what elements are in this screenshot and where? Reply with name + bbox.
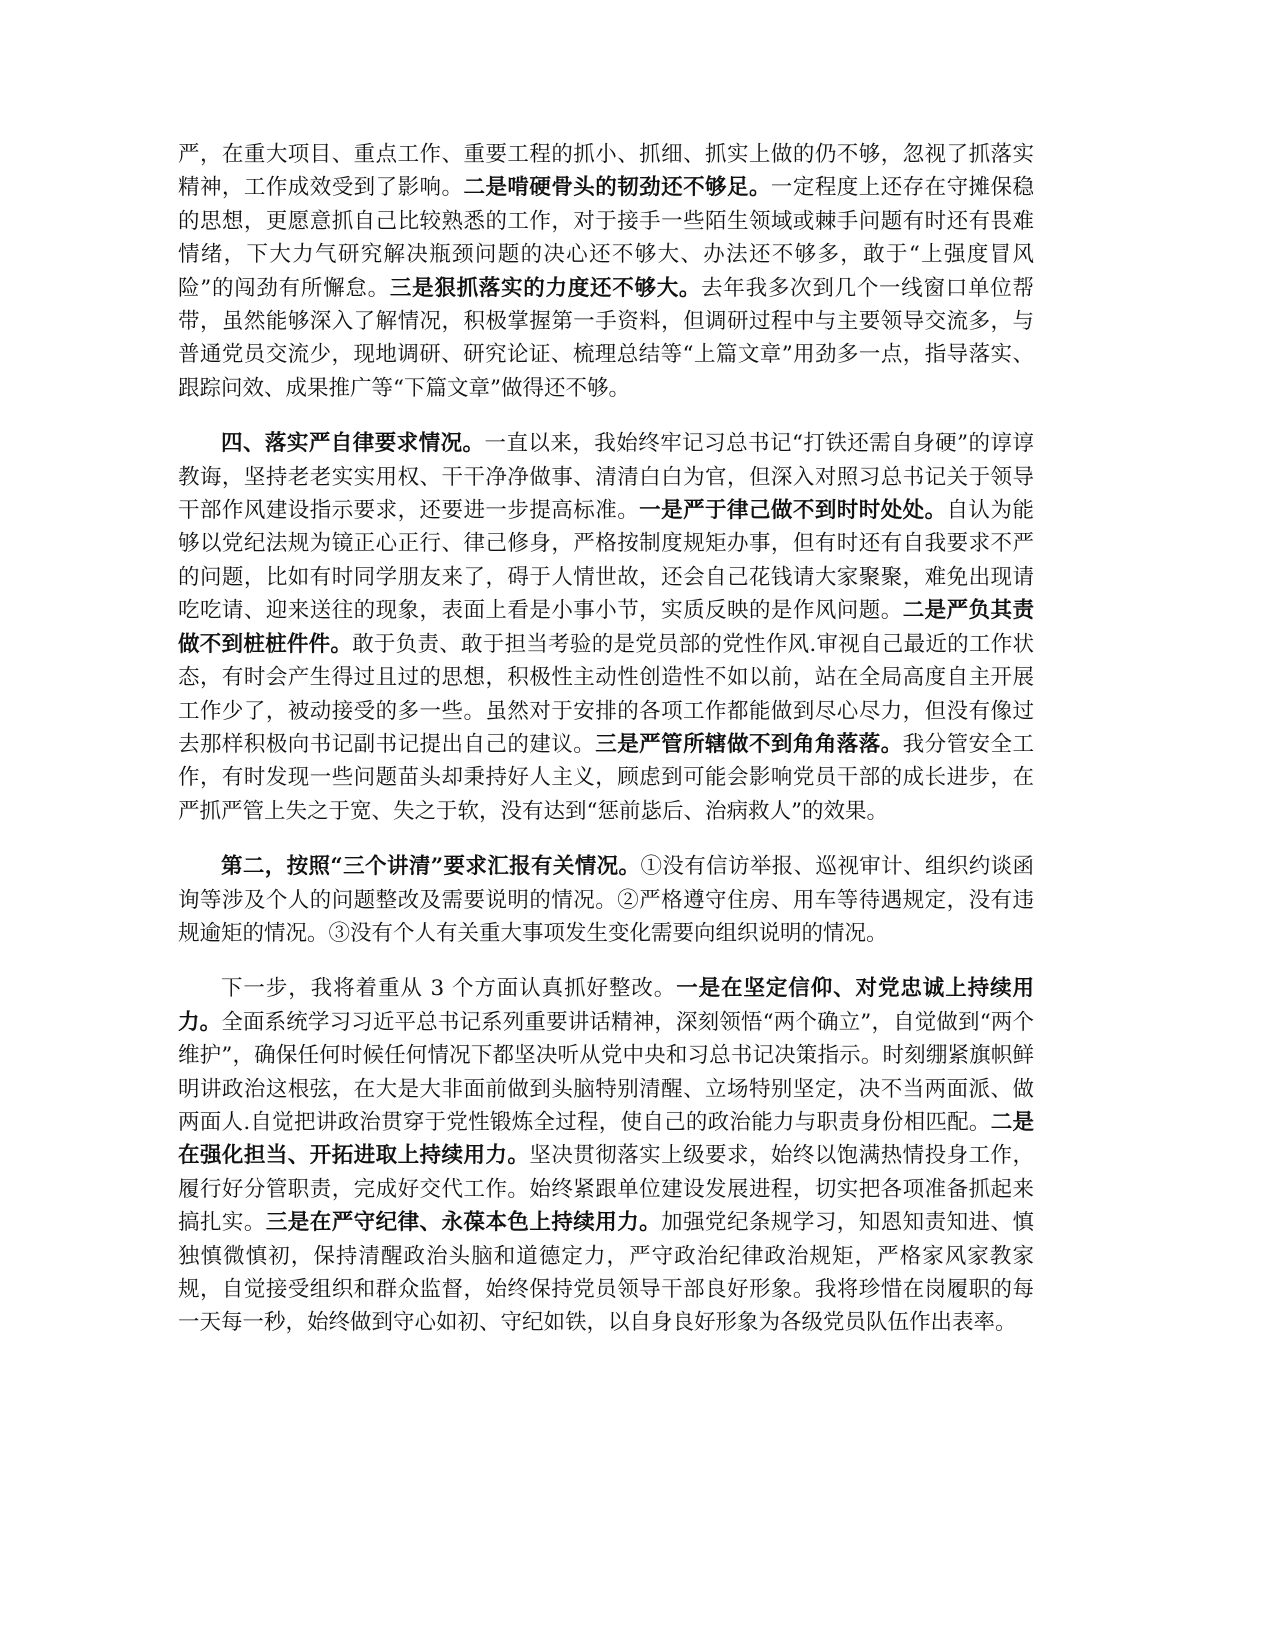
- bold-heading-run: 三是狠抓落实的力度还不够大。: [389, 275, 702, 301]
- bold-heading-run: 二是严负其责做不到桩桩件件。: [178, 598, 1034, 657]
- paragraph: [178, 850, 1034, 950]
- text-run: 去年我多次到几个一线窗口单位帮带，虽然能够深入了解情况，积极掌握第一手资料，但调研过程中与主要领导交流多，与普通党员交流少，现地调研、研究论证、梳理总结等“上篇文章”用劲多一点，指导落实、跟踪问效、成果推广等“下篇文章”做得还不够。: [178, 275, 1034, 401]
- bold-heading-run: 三是严管所辖做不到角角落落。: [595, 731, 903, 757]
- paragraph: [178, 138, 1034, 405]
- text-run: 自认为能够以党纪法规为镜正心正行、律己修身，严格按制度规矩办事，但有时还有自我要求不严的问题，比如有时同学朋友来了，碍于人情世故，还会自己花钱请大家聚聚，难免出现请吃吃请、迎来送往的现象，表面上看是小事小节，实质反映的是作风问题。: [178, 498, 1034, 624]
- bold-heading-run: 一是在坚定信仰、对党忠诚上持续用力。: [178, 976, 1034, 1035]
- bold-heading-run: 三是在严守纪律、永葆本色上持续用力。: [265, 1210, 662, 1236]
- bold-heading-run: 一是严于律己做不到时时处处。: [639, 498, 947, 524]
- bold-heading-run: 二是在强化担当、开拓进取上持续用力。: [178, 1109, 1034, 1169]
- text-run: 一直以来，我始终牢记习总书记“打铁还需自身硬”的谆谆教诲，坚持老老实实用权、干干净净做事、清清白白为官，但深入对照习总书记关于领导干部作风建设指示要求，还要进一步提高标准。: [178, 431, 1034, 524]
- bold-heading-run: 二是啃硬骨头的韧劲还不够足。: [463, 175, 771, 201]
- section-heading-run: 四、落实严自律要求情况。: [221, 431, 485, 457]
- text-run: 敢于负责、敢于担当考验的是党员部的党性作风.审视自己最近的工作状态，有时会产生得过且过的思想，积极性主动性创造性不如以前，站在全局高度自主开展工作少了，被动接受的多一些。虽然对于安排的各项工作都能做到尽心尽力，但没有像过去那样积极向书记副书记提出自己的建议。: [178, 631, 1034, 757]
- text-run: 严，在重大项目、重点工作、重要工程的抓小、抓细、抓实上做的仍不够，忽视了抓落实精神，工作成效受到了影响。: [178, 142, 1034, 201]
- paragraph: [178, 427, 1034, 828]
- text-run: 加强党纪条规学习，知恩知责知进、慎独慎微慎初，保持清醒政治头脑和道德定力，严守政治纪律政治规矩，严格家风家教家规，自觉接受组织和群众监督，始终保持党员领导干部良好形象。我将珍惜在岗履职的每一天每一秒，始终做到守心如初、守纪如铁，以自身良好形象为各级党员队伍作出表率。: [178, 1210, 1034, 1336]
- text-run: 我分管安全工作，有时发现一些问题苗头却秉持好人主义，顾虑到可能会影响党员干部的成长进步，在严抓严管上失之于宽、失之于软，没有达到“惩前毖后、治病救人”的效果。: [178, 731, 1034, 824]
- text-run: 一定程度上还存在守摊保稳的思想，更愿意抓自己比较熟悉的工作，对于接手一些陌生领域或棘手问题有时还有畏难情绪，下大力气研究解决瓶颈问题的决心还不够大、办法还不够多，敢于“上强度冒风险”的闯劲有所懈怠。: [178, 175, 1034, 301]
- paragraph: [178, 972, 1034, 1339]
- text-run: 下一步，我将着重从 3 个方面认真抓好整改。: [221, 976, 677, 1002]
- document-page: [178, 138, 1034, 1362]
- text-run: 全面系统学习习近平总书记系列重要讲话精神，深刻领悟“两个确立”，自觉做到“两个维护”，确保任何时候任何情况下都坚决听从党中央和习总书记决策指示。时刻绷紧旗帜鲜明讲政治这根弦，在大是大非面前做到头脑特别清醒、立场特别坚定，决不当两面派、做两面人.自觉把讲政治贯穿于党性锻炼全过程，使自己的政治能力与职责身份相匹配。: [178, 1009, 1034, 1135]
- text-run: ①没有信访举报、巡视审计、组织约谈函询等涉及个人的问题整改及需要说明的情况。②严格遵守住房、用车等待遇规定，没有违规逾矩的情况。③没有个人有关重大事项发生变化需要向组织说明的情况。: [178, 854, 1034, 946]
- text-run: 坚决贯彻落实上级要求，始终以饱满热情投身工作，履行好分管职责，完成好交代工作。始终紧跟单位建设发展进程，切实把各项准备抓起来搞扎实。: [178, 1143, 1034, 1236]
- section-heading-run: 第二，按照“三个讲清”要求汇报有关情况。: [221, 854, 641, 880]
